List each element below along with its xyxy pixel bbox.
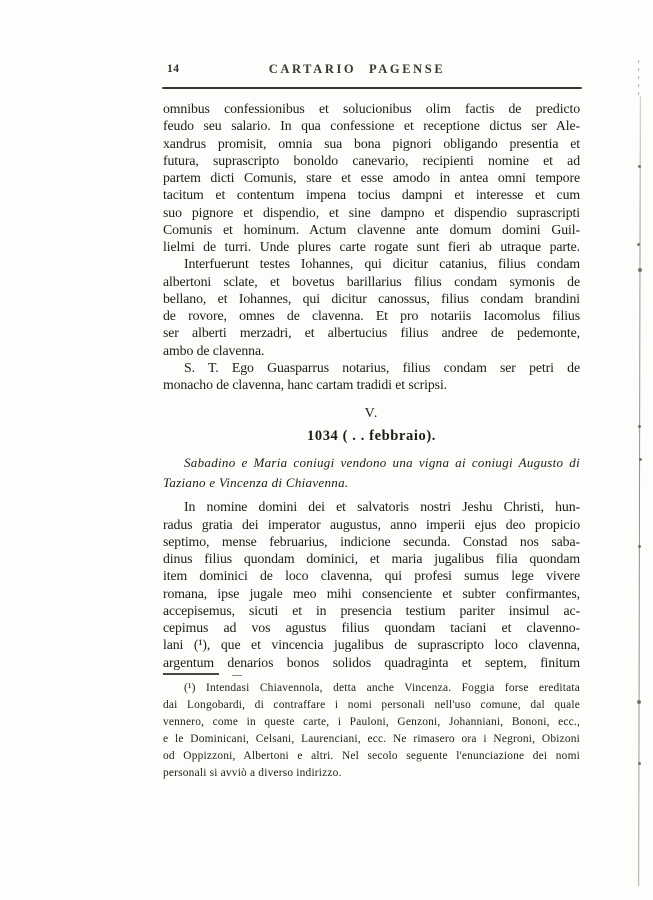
text-line: accepisemus, sicuti et in presencia testium pariter insimul ac- <box>163 602 580 618</box>
text-line: lielmi de turri. Unde plures carte rogate sunt fieri ab utraque parte. <box>163 239 580 254</box>
text-column <box>163 100 580 671</box>
scan-speck <box>638 545 641 548</box>
entry-summary <box>163 453 580 492</box>
header-rule <box>162 87 582 89</box>
text-line: monacho de clavenna, hanc cartam tradidi et scripsi. <box>163 377 448 392</box>
witnesses-paragraph <box>163 255 580 359</box>
scan-speck <box>638 425 641 428</box>
scan-speck <box>638 762 641 765</box>
notary-paragraph <box>163 359 580 394</box>
scan-speck <box>638 268 642 272</box>
text-line: omnibus confessionibus et solucionibus olim factis de predicto <box>163 101 580 116</box>
text-line: item dominici de loco clavenna, qui profesi sumus lege vivere <box>163 568 580 584</box>
text-line: ser alberti merzadri, et albertucius filius andree de pedemonte, <box>163 325 580 341</box>
text-line: argentum denarios bonos solidos quadraginta et septem, finitum <box>163 654 580 670</box>
entry-text-paragraph <box>163 498 580 671</box>
text-line: partem dicti Comunis, stare et esse amodo in antea omni tempore <box>163 170 580 185</box>
text-line: S. T. Ego Guasparrus notarius, filius condam ser petri de <box>184 359 580 375</box>
text-line: romana, ipse jugale meo mihi consenciente et subter confirmantes, <box>163 585 580 601</box>
footnote-separator-dash <box>232 675 242 676</box>
text-line: Comunis et hominum. Actum clavenne ante domum domini Guil- <box>163 221 580 237</box>
text-line: ambo de clavenna. <box>163 342 265 358</box>
scan-edge-dotted-artifact <box>638 60 639 100</box>
text-line: suo pignore et dispendio, et sine dampno et dispendio suprascripti <box>163 204 580 220</box>
page-header <box>163 60 581 80</box>
text-line: cepimus ad vos agustus filius quondam taciani et clavenno- <box>163 620 580 635</box>
scan-speck <box>637 243 640 246</box>
text-line: Sabadino e Maria coniugi vendono una vigna ai coniugi Augusto di <box>184 455 580 471</box>
text-line: Interfuerunt testes Iohannes, qui dicitur catanius, filius condam <box>184 256 580 272</box>
text-line: futura, suprascripto bonoldo canevario, recipienti nomine et ad <box>163 152 580 168</box>
footnote-separator-rule <box>163 673 219 675</box>
text-line: In nomine domini dei et salvatoris nostri Jeshu Christi, hun- <box>184 499 580 515</box>
text-line: xandrus promisit, omnia sua bona pignori obligando presentia et <box>163 135 580 151</box>
text-line: bellano, et Iohannes, qui dicitur canossus, filius condam brandini <box>163 290 580 306</box>
text-line: (¹) Intendasi Chiavennola, detta anche Vincenza. Foggia forse ereditata <box>184 682 580 694</box>
text-line: personali si avviò a diverso indirizzo. <box>163 767 342 780</box>
entry-number-heading: V. <box>364 406 379 422</box>
text-line: radus gratia dei imperator augustus, anno imperii ejus deo propicio <box>163 516 580 532</box>
running-title: CARTARIO PAGENSE <box>268 62 446 76</box>
text-line: Taziano e Vincenza di Chiavenna. <box>163 474 349 490</box>
text-line: tacitum et contentum impena tocius dampni et interesse et cum <box>163 187 580 203</box>
scan-speck <box>639 458 642 461</box>
continuation-paragraph <box>163 100 580 255</box>
text-line: septimo, mense februarius, indicione secunda. Constad nos saba- <box>163 533 580 549</box>
scan-speck <box>638 165 641 168</box>
text-line: dinus filius quondam dominici, et maria jugalibus filia quondam <box>163 551 580 566</box>
scan-speck <box>637 700 641 704</box>
text-line: feudo seu salario. In qua confessione et receptione dictus ser Ale- <box>163 118 580 134</box>
text-line: de rovore, omnes de clavenna. Et pro notariis Iacomolus filius <box>163 308 580 323</box>
text-line: albertoni sclate, et bovetus barillarius filius condam symonis de <box>163 273 580 289</box>
text-line: lani (¹), que et vincencia jugalibus de suprascripto loco clavenna, <box>163 637 580 653</box>
footnote <box>163 680 580 783</box>
scan-edge-line-artifact <box>638 96 641 886</box>
text-line: od Oppizzoni, Albertoni e altri. Nel secolo seguente l'enunciazione dei nomi <box>163 750 580 763</box>
text-line: vennero, come in queste carte, i Pauloni, Genzoni, Johanniani, Bononi, ecc., <box>163 716 580 729</box>
text-line: dai Longobardi, di contraffare i nomi personali nell'uso comune, dal quale <box>163 699 580 712</box>
text-line: e le Dominicani, Celsani, Laurenciani, ecc. Ne rimasero ora i Negroni, Obizoni <box>163 733 580 746</box>
entry-date-heading: 1034 ( . . febbraio). <box>307 428 436 445</box>
page-number: 14 <box>167 63 180 75</box>
